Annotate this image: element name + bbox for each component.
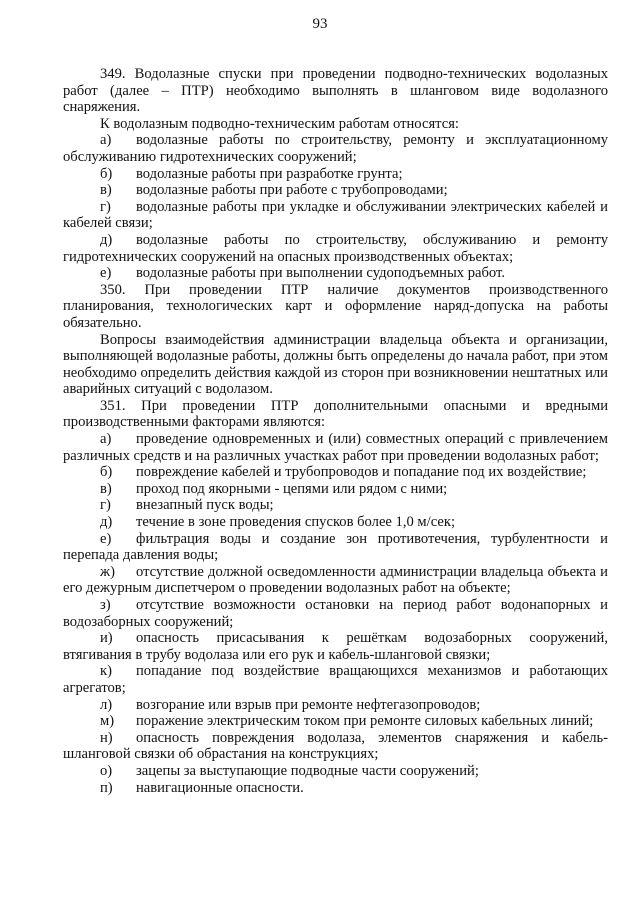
list-marker: м)	[100, 713, 115, 730]
list-marker: л)	[100, 696, 113, 713]
list-marker: а)	[100, 132, 112, 149]
list-marker: в)	[100, 182, 112, 199]
list-item	[63, 514, 608, 531]
list-item-text: опасность повреждения водолаза, элементов снаряжения и кабель-шланговой связки об обрастания на конструкциях;	[63, 729, 608, 763]
document-body	[63, 66, 608, 796]
list-item	[63, 132, 608, 165]
paragraph: 350. При проведении ПТР наличие документов производственного планирования, технологических карт и оформление наряд-допуска на работы обязательно.	[63, 281, 608, 331]
list-marker: о)	[100, 762, 113, 779]
list-item-text: опасность присасывания к решёткам водозаборных сооружений, втягивания в трубу водолаза или его рук и кабель-шланговой связки;	[63, 630, 608, 663]
list-item	[63, 431, 608, 464]
list-item-text: повреждение кабелей и трубопроводов и попадание под их воздействие;	[136, 464, 587, 481]
list-item	[63, 564, 608, 597]
list-marker: и)	[100, 630, 113, 647]
list-item	[63, 464, 608, 481]
list-item	[63, 597, 608, 630]
page-number: 93	[312, 16, 328, 32]
list-item-text: внезапный пуск воды;	[136, 497, 274, 514]
list-item-text: зацепы за выступающие подводные части сооружений;	[136, 762, 479, 779]
list-marker: з)	[100, 597, 111, 613]
list-marker: д)	[100, 514, 113, 531]
list-marker: б)	[100, 165, 113, 182]
list-item	[63, 199, 608, 232]
list-marker: ж)	[100, 563, 115, 580]
list-item-text: водолазные работы по строительству, ремонту и эксплуатационному обслуживанию гидротехнических сооружений;	[63, 132, 608, 165]
list-marker: в)	[100, 480, 112, 497]
list-marker: п)	[100, 779, 113, 796]
list-item-text: отсутствие возможности остановки на период работ водонапорных и водозаборных сооружений;	[63, 597, 608, 630]
list-item-text: водолазные работы при разработке грунта;	[136, 165, 403, 182]
list-item	[63, 182, 608, 199]
list-item-text: попадание под воздействие вращающихся механизмов и работающих агрегатов;	[63, 663, 608, 696]
list-marker: г)	[100, 497, 111, 514]
list-marker: а)	[100, 431, 112, 448]
list-marker: д)	[100, 231, 113, 248]
list-item-text: фильтрация воды и создание зон противотечения, турбулентности и перепада давления воды;	[63, 530, 608, 564]
list-item	[63, 531, 608, 564]
list-item	[63, 730, 608, 763]
paragraph: 349. Водолазные спуски при проведении подводно-технических водолазных работ (далее – ПТР) необходимо выполнять в шланговом виде водолазного снаряжения.	[63, 66, 608, 116]
list-marker: к)	[100, 663, 112, 680]
list-marker: г)	[100, 198, 111, 215]
list-item-text: течение в зоне проведения спусков более 1,0 м/сек;	[136, 514, 456, 531]
list-marker: н)	[100, 729, 113, 746]
list-marker: е)	[100, 265, 112, 282]
list-item-text: проведение одновременных и (или) совместных операций с привлечением различных средств и на различных участках работ при проведении водолазных работ;	[63, 431, 608, 464]
list-item	[63, 713, 608, 730]
list-item-text: навигационные опасности.	[136, 779, 304, 796]
list-item	[63, 663, 608, 696]
list-item-text: водолазные работы по строительству, обслуживанию и ремонту гидротехнических сооружений на опасных производственных объектах;	[63, 231, 608, 265]
list-item-text: водолазные работы при работе с трубопроводами;	[136, 182, 448, 199]
paragraph: К водолазным подводно-техническим работам относятся:	[100, 115, 459, 132]
list-item	[63, 481, 608, 498]
list-item	[63, 780, 608, 797]
paragraph: Вопросы взаимодействия администрации владельца объекта и организации, выполняющей водолазные работы, должны быть определены до начала работ, при этом необходимо определить действия каждой из сторон при возникновении нештатных или аварийных ситуаций с водолазом.	[63, 331, 608, 398]
list-item	[63, 763, 608, 780]
list-marker: б)	[100, 464, 113, 481]
list-item	[63, 630, 608, 663]
list-item-text: отсутствие должной осведомленности администрации владельца объекта и его дежурным диспетчером о проведении водолазных работ на объекте;	[63, 563, 608, 597]
list-item	[63, 497, 608, 514]
list-item-text: водолазные работы при выполнении судоподъемных работ.	[136, 265, 505, 282]
list-item	[63, 232, 608, 265]
paragraph: 351. При проведении ПТР дополнительными опасными и вредными производственными факторами являются:	[63, 397, 608, 431]
list-item-text: поражение электрическим током при ремонте силовых кабельных линий;	[136, 713, 594, 730]
list-item	[63, 697, 608, 714]
list-item-text: проход под якорными - цепями или рядом с ними;	[136, 480, 448, 497]
list-item	[63, 166, 608, 183]
list-item-text: водолазные работы при укладке и обслуживании электрических кабелей и кабелей связи;	[63, 198, 608, 232]
list-item	[63, 265, 608, 282]
list-marker: е)	[100, 530, 112, 547]
list-item-text: возгорание или взрыв при ремонте нефтегазопроводов;	[136, 696, 481, 713]
